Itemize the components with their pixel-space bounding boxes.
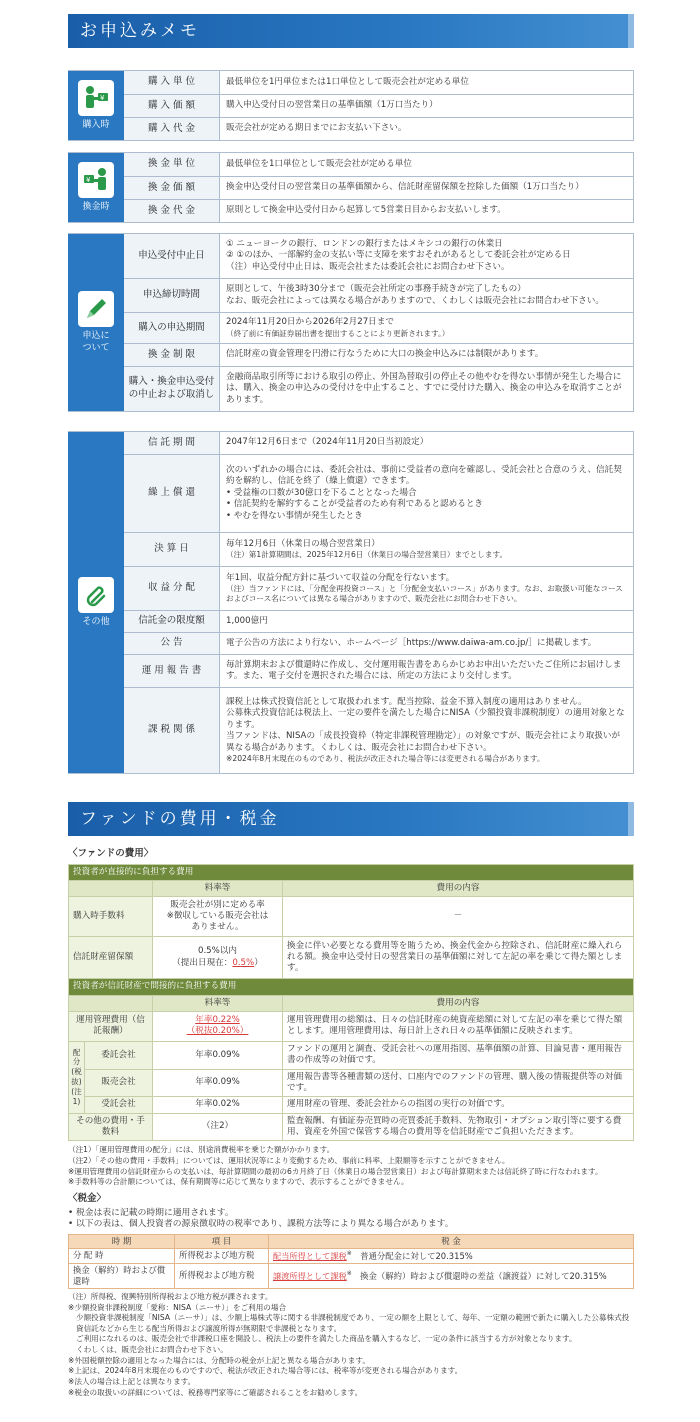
tax-kind: 配当所得として課税 <box>273 1250 347 1261</box>
row-label: 公 告 <box>124 633 220 654</box>
note: （注1）「運用管理費用の配分」には、別途消費税率を乗じた額がかかります。 <box>68 1145 335 1155</box>
row-value <box>220 313 633 343</box>
row-value <box>220 655 633 687</box>
line: 年率0.22% <box>195 1015 240 1026</box>
desc: 換金（解約）時および償還時の差益（譲渡益）に対して20.315% <box>360 1270 607 1281</box>
line: ※徴収している販売会社は <box>166 911 269 922</box>
note: くわしくは、販売会社にお問合わせ下さい。 <box>76 1345 228 1355</box>
tax-row <box>69 1248 634 1263</box>
row-value <box>220 234 633 278</box>
row-label: 課 税 関 係 <box>124 688 220 773</box>
line: なお、販売会社によっては異なる場合がありますので、くわしくは販売会社にお問合わせ下さい。 <box>226 295 604 306</box>
note: （注）第1計算期間は、2025年12月6日（休業日の場合翌営業日）までとします。 <box>226 550 508 560</box>
section-banner-fees-taxes <box>68 802 634 836</box>
note: ご利用になれるのは、販売会社で非課税口座を開設し、税法上の要件を満たした商品を購入するなど、一定の条件に該当する方が対象となります。 <box>76 1334 577 1344</box>
note: ※外国税額控除の適用となった場合には、分配時の税金が上記と異なる場合があります。 <box>68 1355 370 1365</box>
row-value <box>220 688 633 773</box>
note: （注2）「その他の費用・手数料」については、運用状況等により変動するため、事前に料率、上限額等を示すことができません。 <box>68 1155 510 1165</box>
other-row <box>124 532 633 566</box>
note: ※法人の場合は上記とは異なります。 <box>68 1376 196 1386</box>
note: ※上記は、2024年8月末現在のものですので、税法が改正された場合等には、税率等が変更される場合があります。 <box>68 1366 463 1376</box>
line: ありません。 <box>191 922 244 933</box>
content-cell: 換金に伴い必要となる費用等を賄うため、換金代金から控除され、信託財産に繰入れられる額。換金申込受付日の翌営業日の基準価額に対して左記の率を乗じて得た額とします。 <box>283 937 634 979</box>
content-cell: 運用報告書等各種書類の送付、口座内でのファンドの管理、購入後の情報提供等の対価です。 <box>283 1069 634 1097</box>
row-label: 換 金 単 位 <box>124 153 220 176</box>
col-rate: 料率等 <box>153 995 283 1011</box>
row-value <box>220 633 633 654</box>
row-label: 信 託 期 間 <box>124 432 220 454</box>
other-row <box>124 454 633 532</box>
row-label: 運 用 報 告 書 <box>124 655 220 687</box>
line: 毎計算期末および償還時に作成し、交付運用報告書をあらかじめお申出いただいたご住所にお届けします。また、電子交付を選択された場合には、所定の方法により交付します。 <box>226 659 622 681</box>
col-item: 項 目 <box>175 1234 269 1248</box>
rate-cell: （注2） <box>153 1113 283 1141</box>
purchase-row <box>124 71 633 94</box>
purchase-icon <box>78 80 114 116</box>
retention-row <box>69 937 634 979</box>
content-cell: ファンドの運用と調査、受託会社への運用指図、基準価額の計算、目論見書・運用報告書の作成等の対価です。 <box>283 1041 634 1069</box>
alloc-row <box>69 1069 634 1097</box>
other-row <box>124 632 633 654</box>
col-blank <box>69 995 153 1011</box>
section-title: お申込みメモ <box>80 21 200 41</box>
fee-table <box>68 864 634 1142</box>
row-value <box>220 567 633 610</box>
paperclip-icon <box>78 577 114 613</box>
row-label: 購入・換金申込受付の中止および取消し <box>124 367 220 411</box>
line: 2047年12月6日まで（2024年11月20日当初設定） <box>226 437 429 448</box>
note: （終了前に有価証券届出書を提出することにより更新されます。） <box>226 328 450 338</box>
col-tax: 税 金 <box>269 1234 634 1248</box>
row-label: 受託会社 <box>85 1097 153 1113</box>
text: （提出日現在： <box>172 957 233 968</box>
line: • 信託契約を解約することが受益者のため有利であると認めるとき <box>226 499 484 510</box>
banner-edge <box>628 14 634 48</box>
tax-row <box>69 1263 634 1288</box>
application-label-1: 申込に <box>82 330 110 341</box>
row-label: 換 金 価 額 <box>124 177 220 199</box>
rate-cell: 年率0.09% <box>153 1069 283 1097</box>
row-label: 購入の申込期間 <box>124 313 220 343</box>
bullet: • 税金は表に記載の時期に適用されます。 <box>68 1207 234 1218</box>
note: （注）所得税、復興特別所得税および地方税が課されます。 <box>68 1291 273 1301</box>
other-group <box>68 431 634 774</box>
application-side-label <box>68 234 124 411</box>
mgmt-fee-row <box>69 1011 634 1041</box>
content-cell: 監査報酬、有価証券売買時の売買委託手数料、先物取引・オプション取引等に要する費用、資産を外国で保管する場合の費用等を信託財産でご負担いただきます。 <box>283 1113 634 1141</box>
section-banner-application-memo <box>68 14 634 48</box>
row-label: 委託会社 <box>85 1041 153 1069</box>
line: 原則として、午後3時30分まで（販売会社所定の事務手続きが完了したもの） <box>226 284 526 295</box>
other-row <box>124 654 633 687</box>
conversion-group <box>68 152 634 223</box>
rate-cell: 年率0.09% <box>153 1041 283 1069</box>
text: ） <box>254 957 263 968</box>
col-content: 費用の内容 <box>283 880 634 896</box>
row-label: 換 金 代 金 <box>124 200 220 222</box>
content-cell: 運用管理費用の総額は、日々の信託財産の純資産総額に対して左記の率を乗じて得た額とします。運用管理費用は、毎日計上され日々の基準価額に反映されます。 <box>283 1011 634 1041</box>
svg-text:¥: ¥ <box>86 175 91 184</box>
row-value: 原則として換金申込受付日から起算して5営業日目からお支払いします。 <box>226 205 506 216</box>
note: 少額投資非課税制度「NISA（ニーサ）」は、少額上場株式等に関する非課税制度であり、一定の額を上限として、毎年、一定額の範囲で新たに購入した公募株式投資信託などから生じる配当所得および譲渡所得が無期限で非課税となります。 <box>76 1313 630 1333</box>
tax-section <box>68 1193 634 1398</box>
alloc-row <box>69 1097 634 1113</box>
line: 当ファンドは、NISAの「成長投資枠（特定非課税管理勘定）」の対象ですが、販売会社により取扱いが異なる場合があります。くわしくは、販売会社にお問合わせ下さい。 <box>226 731 621 753</box>
note: ※少額投資非課税制度「愛称：NISA（ニーサ）」をご利用の場合 <box>68 1302 287 1312</box>
conversion-row <box>124 176 633 199</box>
line: 信託財産の資金管理を円滑に行なうために大口の換金申込みには制限があります。 <box>226 349 544 360</box>
alloc-row <box>69 1041 634 1069</box>
row-label: 信託金の限度額 <box>124 611 220 632</box>
rate-cell: 年率0.02% <box>153 1097 283 1113</box>
row-label: 換 金 制 限 <box>124 344 220 366</box>
col-content: 費用の内容 <box>283 995 634 1011</box>
row-value <box>220 455 633 532</box>
row-value <box>220 533 633 566</box>
row-value <box>220 611 633 632</box>
bullet: • 以下の表は、個人投資者の源泉徴収時の税率であり、課税方法等により異なる場合があります。 <box>68 1219 454 1230</box>
tax-desc <box>269 1263 634 1288</box>
rate-cell <box>153 897 283 937</box>
conversion-side-label <box>68 153 124 222</box>
conversion-row <box>124 199 633 222</box>
application-row <box>124 278 633 312</box>
fee-notes <box>68 1145 634 1188</box>
conversion-label: 換金時 <box>82 201 110 212</box>
line: 2024年11月20日から2026年2月27日まで <box>226 317 394 328</box>
fee-section <box>68 848 634 1188</box>
pen-icon <box>78 291 114 327</box>
tax-heading: 〈税金〉 <box>68 1193 107 1204</box>
line: ② ①のほか、一部解約金の支払い等に支障を来すおそれがあるとして委託会社が定める日 <box>226 250 571 261</box>
section-title: ファンドの費用・税金 <box>80 809 280 829</box>
row-label: 購 入 単 位 <box>124 71 220 94</box>
application-row <box>124 366 633 411</box>
note: ※2024年8月末現在のものであり、税法が改正された場合等には変更される場合があります。 <box>226 753 545 763</box>
line: 電子公告の方法により行ない、ホームページ［https://www.daiwa-am.co.jp/］に掲載します。 <box>226 637 597 648</box>
line <box>157 958 278 969</box>
content-cell: 運用財産の管理、委託会社からの指図の実行の対価です。 <box>283 1097 634 1113</box>
note: ※運用管理費用の信託財産からの支払いは、毎計算期間の最初の6カ月終了日（休業日の場合翌営業日）および毎計算期末または信託終了時に行なわれます。 <box>68 1166 603 1176</box>
purchase-side-label <box>68 71 124 140</box>
line: 課税上は株式投資信託として取扱われます。配当控除、益金不算入制度の適用はありません。 <box>226 697 587 708</box>
tax-kind: 譲渡所得として課税 <box>273 1270 347 1281</box>
line: 販売会社が別に定める率 <box>170 899 265 910</box>
application-row <box>124 312 633 343</box>
line: 毎年12月6日（休業日の場合翌営業日） <box>226 538 380 549</box>
row-label: 信託財産留保額 <box>69 937 153 979</box>
line: 次のいずれかの場合には、委託会社は、事前に受益者の意向を確認し、受託会社と合意のうえ、信託契約を解約し、信託を終了（繰上償還）できます。 <box>226 465 622 487</box>
fee-heading: 〈ファンドの費用〉 <box>68 848 154 859</box>
direct-cost-header: 投資者が直接的に負担する費用 <box>69 864 634 880</box>
other-side-label <box>68 432 124 773</box>
row-label: その他の費用・手数料 <box>69 1113 153 1141</box>
when: 換金（解約）時および償還時 <box>69 1263 175 1288</box>
application-row <box>124 234 633 278</box>
indirect-cost-header: 投資者が信託財産で間接的に負担する費用 <box>69 979 634 995</box>
other-row <box>124 566 633 610</box>
when: 分 配 時 <box>69 1248 175 1263</box>
highlight-rate: 0.5% <box>232 957 255 968</box>
item: 所得税および地方税 <box>175 1248 269 1263</box>
line: 1,000億円 <box>226 615 268 626</box>
line: 公募株式投資信託は税法上、一定の要件を満たした場合にNISA（少額投資非課税制度）の適用対象となります。 <box>226 708 625 730</box>
row-value: 最低単位を1口単位として販売会社が定める単位 <box>226 158 412 169</box>
tax-notes <box>68 1292 634 1398</box>
note: （注）当ファンドには、「分配金再投資コース」と「分配金支払いコース」があります。なお、お取扱い可能なコースおよびコース名については異なる場合がありますので、販売会社にお問合わせ下さい。 <box>226 584 623 604</box>
other-fee-row <box>69 1113 634 1141</box>
note: ※税金の取扱いの詳細については、税務専門家等にご確認されることをお勧めします。 <box>68 1387 363 1397</box>
purchase-label: 購入時 <box>82 119 110 130</box>
row-label: 購 入 代 金 <box>124 118 220 140</box>
other-row <box>124 687 633 773</box>
other-label: その他 <box>82 616 110 627</box>
conversion-row <box>124 153 633 176</box>
content-cell: － <box>283 897 634 937</box>
row-value <box>220 279 633 312</box>
col-blank <box>69 880 153 896</box>
col-rate: 料率等 <box>153 880 283 896</box>
line: 年1回、収益分配方針に基づいて収益の分配を行ないます。 <box>226 572 455 583</box>
row-label: 収 益 分 配 <box>124 567 220 610</box>
row-value: 販売会社が定める期日までにお支払い下さい。 <box>226 123 407 134</box>
tax-desc <box>269 1248 634 1263</box>
row-label: 繰 上 償 還 <box>124 455 220 532</box>
rate-cell <box>153 937 283 979</box>
banner-edge <box>628 802 634 836</box>
rate-cell <box>153 1011 283 1041</box>
row-label: 申込受付中止日 <box>124 234 220 278</box>
line: 0.5%以内 <box>197 946 238 957</box>
row-value <box>220 344 633 366</box>
row-label: 販売会社 <box>85 1069 153 1097</box>
row-label: 運用管理費用（信託報酬） <box>69 1011 153 1041</box>
tax-bullets <box>68 1208 634 1231</box>
line: 金融商品取引所等における取引の停止、外国為替取引の停止その他やむを得ない事情が発生した場合には、購入、換金の申込みの受付けを中止すること、すでに受付けた購入、換金の申込みを取消すことがあります。 <box>226 371 622 405</box>
note: ※手数料等の合計額については、保有期間等に応じて異なりますので、表示することができません。 <box>68 1177 409 1187</box>
application-row <box>124 343 633 366</box>
col-when: 時 期 <box>69 1234 175 1248</box>
row-value: 購入申込受付日の翌営業日の基準価額（1万口当たり） <box>226 100 438 111</box>
item: 所得税および地方税 <box>175 1263 269 1288</box>
line: ① ニューヨークの銀行、ロンドンの銀行またはメキシコの銀行の休業日 <box>226 238 503 249</box>
row-label: 申込締切時間 <box>124 279 220 312</box>
tax-table <box>68 1234 634 1289</box>
sup: ※ <box>346 1269 352 1277</box>
application-group <box>68 233 634 412</box>
row-label: 決 算 日 <box>124 533 220 566</box>
other-row <box>124 610 633 632</box>
purchase-row <box>124 117 633 140</box>
line: （税抜0.20%） <box>186 1026 249 1037</box>
alloc-label: 配分 (税抜) (注1) <box>69 1041 85 1113</box>
row-label: 購 入 価 額 <box>124 95 220 117</box>
line: （注）申込受付中止日は、販売会社または委託会社にお問合わせ下さい。 <box>226 261 510 272</box>
row-label: 購入時手数料 <box>69 897 153 937</box>
purchase-row <box>124 94 633 117</box>
purchase-fee-row <box>69 897 634 937</box>
row-value: 最低単位を1円単位または1口単位として販売会社が定める単位 <box>226 76 469 87</box>
sup: ※ <box>346 1249 352 1257</box>
conversion-icon <box>78 162 114 198</box>
svg-text:¥: ¥ <box>100 93 105 102</box>
application-label-2: ついて <box>82 342 110 353</box>
row-value <box>220 432 633 454</box>
row-value <box>220 367 633 411</box>
other-row <box>124 432 633 454</box>
line: • 受益権の口数が30億口を下ることとなった場合 <box>226 487 417 498</box>
line: • やむを得ない事情が発生したとき <box>226 510 363 521</box>
row-value: 換金申込受付日の翌営業日の基準価額から、信託財産留保額を控除した価額（1万口当たり） <box>226 182 584 193</box>
desc: 普通分配金に対して20.315% <box>360 1250 473 1261</box>
purchase-group <box>68 70 634 141</box>
